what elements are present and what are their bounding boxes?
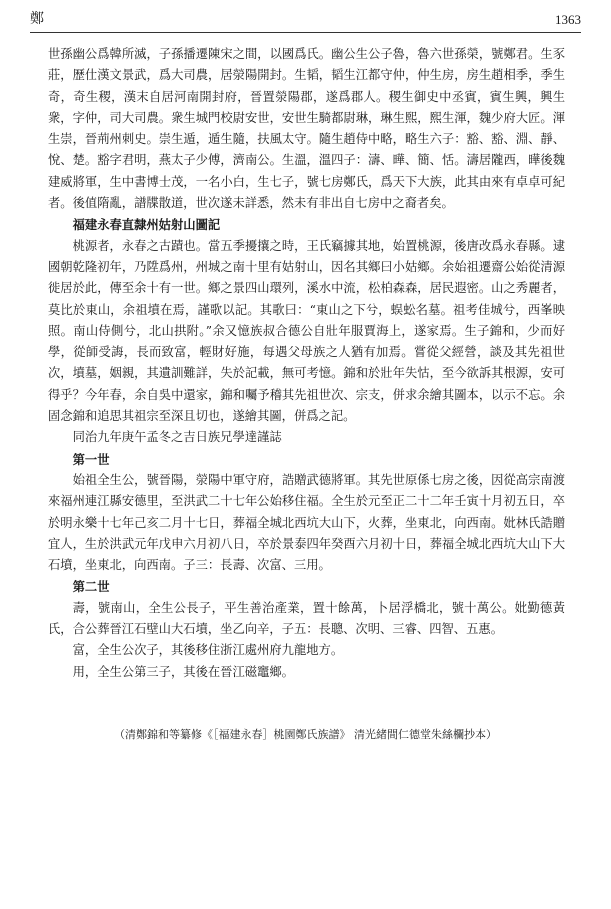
paragraph-gen2-fu: 富，全生公次子，其後移住浙江處州府九龍地方。 — [72, 643, 344, 658]
body-text — [48, 44, 565, 683]
section-heading: 福建永春直隸州姑射山圖記 — [72, 217, 221, 233]
page-number: 1363 — [555, 12, 581, 27]
header-title: 鄭 — [30, 11, 44, 27]
running-header — [30, 8, 581, 33]
generation-heading-2: 第二世 — [72, 579, 110, 595]
paragraph-record: 桃源者，永春之古蹟也。當五季擾攘之時，王氏竊據其地，始置桃源，後唐改爲永春縣。逮國朝乾隆初年，乃陞爲州，州城之南十里有姑射山，因名其鄉曰小姑鄉。余始祖遷齋公始從清源徙居於此，傳至余十有一世。鄉之景四山環列，溪水中流，松柏森森，居民遐密。山之秀麗者，莫比於東山，余祖墳在焉，謹歌以記。其歌曰：“東山之下兮，蜈蚣名墓。祖考佳城兮，西峯映照。南山侍側兮，北山拱附。”余又憶族叔合德公自壯年服賈海上，遂家焉。生子錦和，少而好學，從師受誨，長而致富，輕財好施，每遇父母族之人猶有加焉。嘗從父經營，談及其先祖世次，墳墓，姻親，其遺訓難詳，失於記載，無可考憶。錦和於壯年失怙，至今欲訴其根源，安可得乎？今年春，余自吳中還家，錦和囑予稽其先祖世次、宗支，併求余繪其圖本，以示不忘。余固念錦和追思其祖宗至深且切也，遂繪其圖，併爲之記。 — [48, 238, 565, 424]
paragraph-gen2-yong: 用，全生公第三子，其後在晉江磁竈鄉。 — [72, 664, 294, 679]
paragraph-lineage: 世孫幽公爲韓所滅，子孫播遷陳宋之間，以國爲氏。幽公生公子魯，魯六世孫榮，號鄭君。生豕莊，歷仕漢文景武，爲大司農，居滎陽開封。生韬，韬生江都守仲，仲生房，房生趙相季，季生奇，奇生稷，漢末自居河南開封府，晉置滎陽郡，遂爲郡人。稷生御史中丞賓，賓生興，興生衆，字仲，司大司農。衆生城門校尉安世，安世生騎都尉琳，琳生熙，熙生渾，魏少府大匠。渾生崇，晉荊州刺史。崇生遁，遁生隨，扶風太守。隨生趙侍中略，略生六子：豁、豁、淵、靜、悅、楚。豁字君明，燕太子少傅，濟南公。生溫，溫四子：濤、曄、簡、恬。濤居隴西，曄後魏建威將軍，生中書博士茂，一名小白，生七子，號七房鄭氏，爲天下大族，此其由來有卓卓可紀者。後值隋亂，譜牒散道，世次遂未詳悉，然未有非出自七房中之裔者矣。 — [48, 47, 565, 211]
paragraph-signature: 同治九年庚午孟冬之吉日族兄學達謹誌 — [72, 430, 282, 445]
paragraph-gen1: 始祖全生公，號晉陽，滎陽中軍守府，誥贈武德將軍。其先世原係七房之後，因從高宗南渡來福州連江縣安德里，至洪武二十七年公始移住福。全生於元至正二十二年壬寅十月初五日，卒於明永樂十七年己亥二月十七日，葬福全城北西坑大山下，火葬，坐東北，向西南。妣林氏誥贈宜人，生於洪武元年戊申六月初八日，卒於景泰四年癸酉六月初十日，葬福全城北西坑大山下大石墳，坐東北，向西南。子三：長壽、次富、三用。 — [48, 472, 565, 573]
source-citation: （清鄭錦和等纂修《［福建永春］桃園鄭氏族譜》 清光緒間仁德堂朱絲欄抄本） — [114, 728, 497, 741]
generation-heading-1: 第一世 — [72, 451, 110, 467]
paragraph-gen2-shou: 壽，號南山，全生公長子，平生善治產業，置十餘萬，卜居浮橋北，號十萬公。妣勤德黃氏，合公葬晉江石壁山大石墳，坐乙向辛，子五：長聰、次明、三睿、四智、五惠。 — [48, 600, 565, 637]
